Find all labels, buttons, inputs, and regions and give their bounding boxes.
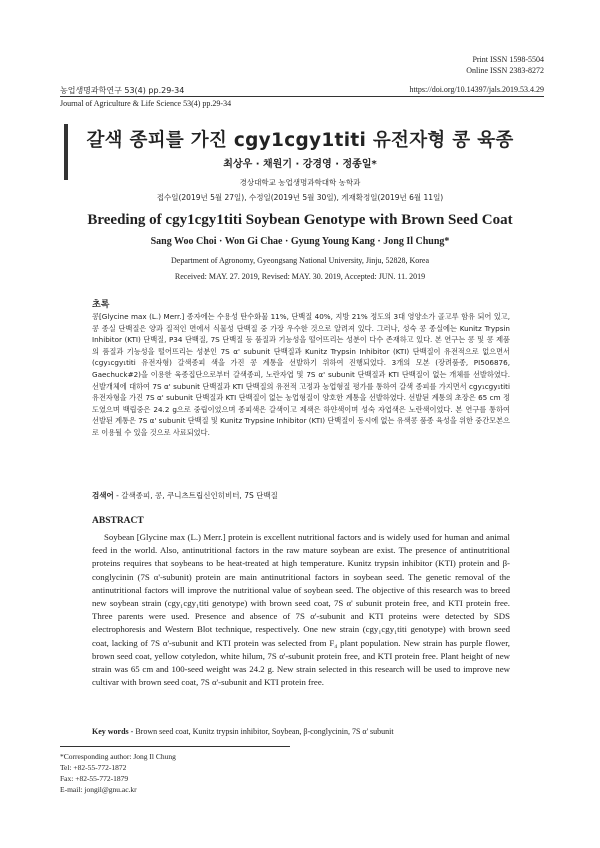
keywords-english-text: - Brown seed coat, Kunitz trypsin inhibitor, Soybean, β-conglycinin, 7S α' subunit (128, 727, 394, 736)
journal-name-ko: 농업생명과학연구 53(4) pp.29-34 (60, 86, 185, 95)
title-english: Breeding of cgy1cgy1titi Soybean Genotype with Brown Seed Coat (87, 212, 513, 228)
print-issn: Print ISSN 1598-5504 (472, 55, 544, 64)
keywords-korean-text: - 갈색종피, 콩, 쿠니츠트립신인히비터, 7S 단백질 (113, 491, 278, 500)
abstract-english-body: Soybean [Glycine max (L.) Merr.] protein is excellent nutritional factors and is widely used for human and animal feed in the world. Also, antinutritional factors in the raw mature soybean are exist. The presence of antinutritional proteins requires that soybeans to be heat-treated at high temperature. Kunitz trypsin inhibitor (KTI) protein and β-conglycinin (7S α'-subunit) protein are main antinutritional factors in soybean seed. The genetic removal of the antinutritional factors will improve the nutritional value of soybean seed. The objective of this research was to breed new soybean strain (cgy₁cgy₁titi genotype) with brown seed coat, 7S α' subunit protein free, and KTI protein free. Three parents were used. Presence and absence of 7S α'-subunit and KTI proteins were detected by SDS electrophoresis and Western Blot technique, respectively. One new strain (cgy₁cgy₁titi genotype) with brown seed coat, lacking of 7S α'-subunit and KTI protein was selected from F₄ plant population. New strain has purple flower, brown seed coat, yellow cotyledon, white hilum, 7S α'-subunit protein free, and KTI protein free. Plant height of new strain was 65 cm and 100-seed weight was 24.2 g. New strain selected in this research will be used to improve new cultivar with brown seed coat, 7S α'-subunit and KTI protein free. (92, 532, 510, 688)
online-issn: Online ISSN 2383-8272 (466, 66, 544, 75)
affiliation-english: Department of Agronomy, Gyeongsang National University, Jinju, 52828, Korea (170, 256, 430, 265)
fax: Fax: +82-55-772-1879 (60, 774, 129, 783)
journal-header (60, 85, 232, 108)
dates-korean: 접수일(2019년 5월 27일), 수정일(2019년 5월 30일), 게재확정일(2019년 6월 11일) (156, 193, 444, 202)
abstract-korean-body: 콩[Glycine max (L.) Merr.] 종자에는 수용성 탄수화물 11%, 단백질 40%, 지방 21% 정도의 3대 영양소가 골고루 함유 되어 있고, 콩 종실 단백질은 양과 질적인 면에서 식물성 단백질 중 가장 우수한 것으로 알려져 있다. 그러나, 성숙 콩 종실에는 Kunitz Trypsin Inhibitor (KTI) 단백질, P34 단백질, 7S 단백질 등 품질과 기능성을 떨어뜨리는 성분이 다수 존재하고 있다. 본 연구는 콩 및 콩 제품의 품질과 기능성을 떨어뜨리는 성분인 7S α' subunit 단백질과 Kunitz Trypsin Inhibitor (KTI) 단백질이 유전적으로 없으면서 (cgy₁cgy₁titi 유전자형) 갈색종피 색을 가진 콩 계통을 선발하기 위하여 진행되었다. 3개의 모본 (장려품종, PI506876, Gaechuck#2)을 이용한 육종집단으로부터 갈색종피, 노란자엽 및 7S α' subunit 단백질과 KTI 단백질이 없는 개체를 선발하였다. 선발개체에 대하여 7S α' subunit 단백질과 KTI 단백질의 유전적 고정과 농업형질 평가를 통하여 갈색 종피를 가지면서 cgy₁cgy₁titi 유전자형을 가진 7S α' subunit 단백질과 KTI 단백질이 없는 농업형질이 양호한 계통을 선발하였다. 선발된 계통의 초장은 65 cm 정도였으며 백립중은 24.2 g으로 중립이었으며 종피색은 갈색이고 제색은 하얀색이며 성숙 자엽색은 노란색이었다. 본 연구를 통하여 선발된 계통은 7S α' subunit 단백질 및 Kunitz Trypsine Inhibitor (KTI) 단백질이 동시에 없는 유색콩 품종 육성을 위한 중간모본으로 이용될 수 있을 것으로 사료되었다. (92, 312, 510, 437)
keywords-english-label: Key words (92, 727, 129, 736)
abstract-english-heading: ABSTRACT (92, 516, 144, 526)
tel: Tel: +82-55-772-1872 (60, 763, 127, 772)
footnote-rule (60, 746, 290, 747)
authors-english: Sang Woo Choi · Won Gi Chae · Gyung Young Kang · Jong Il Chung* (150, 236, 450, 247)
email[interactable]: E-mail: jongil@gnu.ac.kr (60, 785, 137, 794)
dates-english: Received: MAY. 27. 2019, Revised: MAY. 30. 2019, Accepted: JUN. 11. 2019 (174, 272, 426, 281)
doi-link[interactable]: https://doi.org/10.14397/jals.2019.53.4.29 (409, 85, 544, 94)
header-rule (60, 96, 544, 97)
journal-name-en: Journal of Agriculture & Life Science 53(4) pp.29-34 (60, 99, 232, 108)
corresponding-author: *Corresponding author: Jong Il Chung (60, 752, 176, 761)
issn-block (466, 54, 544, 76)
footnote (60, 751, 176, 795)
keywords-korean (92, 490, 512, 501)
keywords-korean-label: 검색어 (92, 491, 114, 500)
authors-korean: 최상우 · 채원기 · 강경영 · 정종일* (223, 159, 377, 170)
title-korean: 갈색 종피를 가진 cgy1cgy1titi 유전자형 콩 육종 (86, 130, 514, 151)
keywords-english (92, 727, 512, 736)
abstract-korean-heading: 초록 (92, 300, 110, 310)
affiliation-korean: 경상대학교 농업생명과학대학 농학과 (239, 178, 361, 187)
